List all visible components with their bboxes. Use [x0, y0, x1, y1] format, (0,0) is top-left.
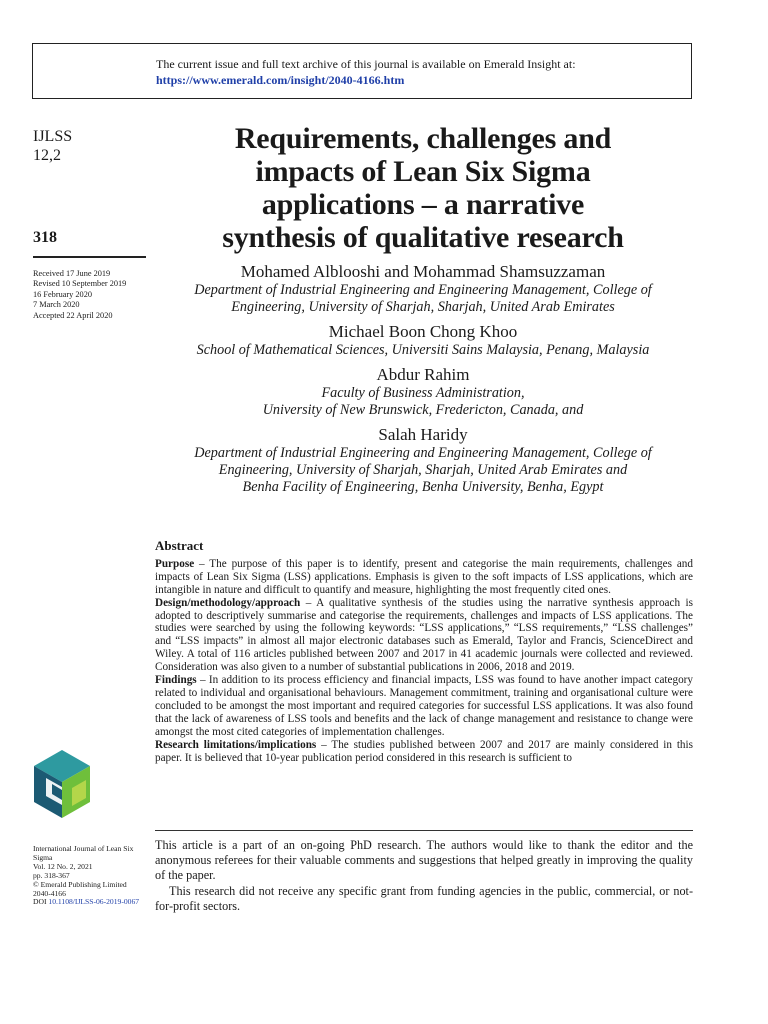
date-accepted: Accepted 22 April 2020: [33, 310, 113, 320]
doi-prefix: DOI: [33, 897, 49, 907]
author-name: Salah Haridy: [378, 425, 468, 444]
abstract: [155, 540, 693, 764]
footnote-acknowledgement: This article is a part of an on-going PhD research. The authors would like to thank the editor and the anonymous referees for their valuable comments and suggestions that helped greatly in improving the quality of the paper.: [155, 838, 693, 883]
footnote: [155, 838, 693, 914]
title-line: Requirements, challenges and: [234, 122, 612, 155]
date-revised-3: 7 March 2020: [33, 300, 80, 310]
volume-issue: 12,2: [33, 147, 61, 164]
footnote-funding: This research did not receive any specific grant from funding agencies in the public, commercial, or not-for-profit sectors.: [155, 883, 693, 913]
section-text: – The purpose of this paper is to identify, present and categorise the main requirements, challenges and impacts of Lean Six Sigma (LSS) applications. Emphasis is given to the soft impacts of LSS applications, which are intangible in nature and difficult to quantify and measure, highlighting the most frequently cited ones.: [155, 557, 693, 596]
journal-abbrev: IJLSS: [33, 128, 73, 145]
section-text: – In addition to its process efficiency and financial impacts, LSS was found to have another impact category related to individual and organisational behaviours. Management commitment, training and organisational culture were concluded to be amongst the most important and required categories for successful LSS applications. It was also found that the lack of awareness of LSS tools and benefits and the lack of change management and resistance to change were amongst the most cited categories of implementation challenges.: [155, 674, 693, 738]
footnote-divider: [155, 830, 693, 831]
title-line: synthesis of qualitative research: [222, 221, 624, 254]
author-name: Abdur Rahim: [376, 365, 470, 384]
section-label: Design/methodology/approach: [155, 596, 301, 609]
author-affiliation: Department of Industrial Engineering and Engineering Management, College of: [194, 282, 652, 298]
publication-meta: [33, 845, 151, 907]
page-number: 318: [33, 229, 57, 246]
author-affiliation: University of New Brunswick, Fredericton, Canada, and: [262, 402, 584, 418]
section-text: – The studies published between 2007 and 2017 are mainly considered in this paper. It is believed that 10-year publication period considered in this research is sufficient to: [155, 738, 693, 764]
meta-line: Vol. 12 No. 2, 2021: [33, 861, 93, 871]
date-revised-2: 16 February 2020: [33, 289, 92, 299]
abstract-limitations: [155, 739, 693, 765]
author-name: Michael Boon Chong Khoo: [328, 322, 518, 341]
abstract-heading: Abstract: [155, 538, 204, 553]
section-label: Research limitations/implications: [155, 738, 317, 751]
abstract-findings: [155, 674, 693, 739]
author-affiliation: Department of Industrial Engineering and Engineering Management, College of: [194, 445, 652, 461]
meta-line: Sigma: [33, 852, 53, 862]
section-text: – A qualitative synthesis of the studies using the narrative synthesis approach is adopted to descriptively summarise and categorise the requirements, challenges and impacts of LSS applications. The studies were searched by using the following keywords: “LSS applications,” “LSS requirements,” “LSS challenges” and “LSS impacts” in almost all major electronic databases such as Emerald, Taylor and Francis, ScienceDirect and Wiley. A total of 116 articles published between 2007 and 2017 in 41 academic journals were collected and reviewed. Consideration was also given to a number of substantial publications in 2006, 2018 and 2019.: [155, 596, 693, 674]
date-revised: Revised 10 September 2019: [33, 279, 127, 289]
meta-line: pp. 318-367: [33, 870, 70, 880]
abstract-purpose: [155, 558, 693, 597]
access-notice-text: The current issue and full text archive of this journal is available on Emerald Insight at:: [156, 57, 576, 71]
section-label: Findings: [155, 674, 197, 687]
author-affiliation: Engineering, University of Sharjah, Sharjah, United Arab Emirates and: [218, 462, 628, 478]
journal-url-link[interactable]: https://www.emerald.com/insight/2040-4166.htm: [156, 73, 405, 87]
article-title: [150, 122, 696, 254]
doi-line: [33, 898, 151, 907]
author-list: [150, 262, 696, 496]
author-affiliation: Engineering, University of Sharjah, Sharjah, United Arab Emirates: [231, 299, 615, 315]
journal-info: [33, 127, 72, 165]
doi-link[interactable]: 10.1108/IJLSS-06-2019-0067: [48, 897, 140, 907]
abstract-design: [155, 597, 693, 674]
section-label: Purpose: [155, 557, 195, 570]
author-affiliation: Benha Facility of Engineering, Benha University, Benha, Egypt: [242, 479, 604, 495]
author-affiliation: Faculty of Business Administration,: [321, 385, 525, 401]
meta-line: © Emerald Publishing Limited: [33, 879, 127, 889]
submission-dates: [33, 269, 126, 321]
sidebar-divider: [33, 256, 146, 258]
meta-line: 2040-4166: [33, 888, 66, 898]
emerald-publishing-logo-icon: [30, 748, 94, 820]
title-line: impacts of Lean Six Sigma: [255, 155, 591, 188]
meta-line: International Journal of Lean Six: [33, 844, 134, 853]
author-affiliation: School of Mathematical Sciences, Universiti Sains Malaysia, Penang, Malaysia: [196, 342, 650, 358]
access-notice-box: [32, 43, 692, 99]
title-line: applications – a narrative: [261, 188, 585, 221]
date-received: Received 17 June 2019: [33, 269, 111, 278]
author-name: Mohamed Alblooshi and Mohammad Shamsuzzaman: [240, 262, 606, 281]
